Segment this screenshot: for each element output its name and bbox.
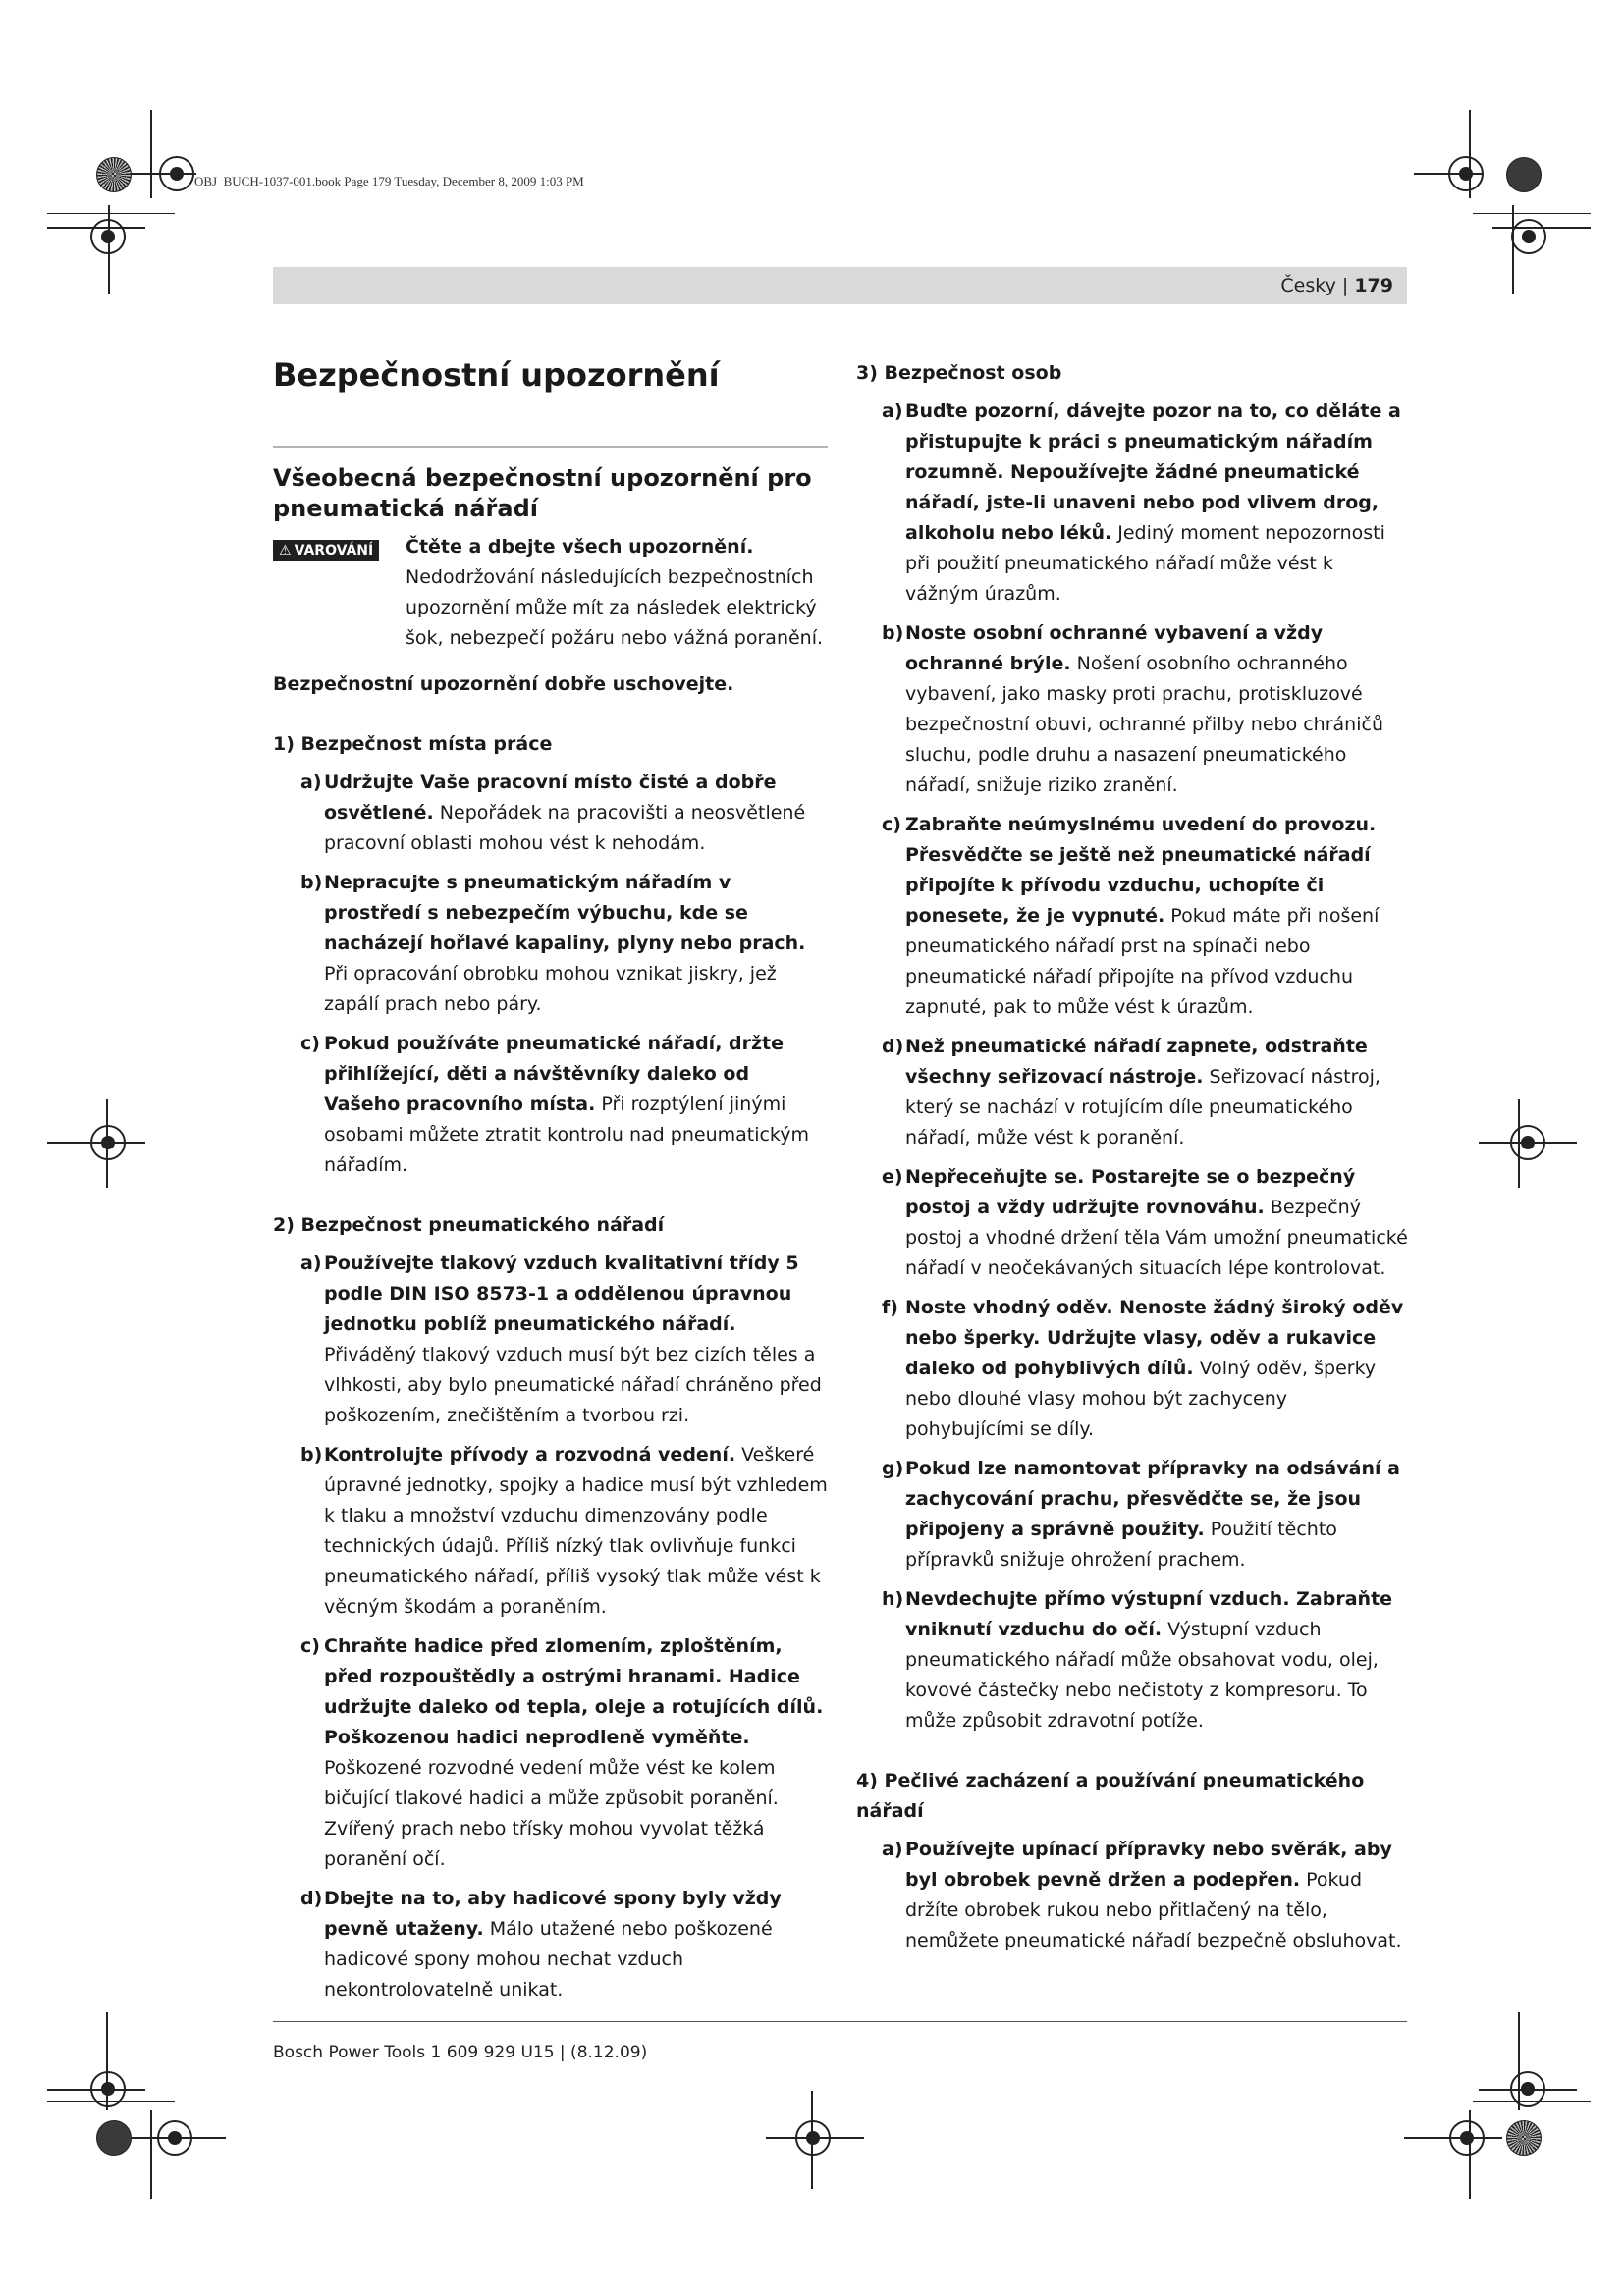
list-item bbox=[273, 1029, 828, 1181]
section-title: 4) Pečlivé zacházení a používání pneumatického nářadí bbox=[856, 1770, 1365, 1822]
item-bold-text: Pokud lze namontovat přípravky na odsávání a zachycování prachu, přesvědčte se, že jsou připojeny a správně použity. bbox=[905, 1458, 1400, 1540]
sections-left bbox=[273, 729, 828, 2005]
item-bold-text: Chraňte hadice před zlomením, zploštěním, před rozpouštědly a ostrými hranami. Hadice udržujte daleko od tepla, oleje a rotujících dílů. Poškozenou hadici neprodleně vyměňte. bbox=[324, 1635, 824, 1748]
list-item bbox=[273, 1440, 828, 1623]
item-label: b) bbox=[300, 872, 323, 893]
item-bold-text: Udržujte Vaše pracovní místo čisté a dobře osvětlené. bbox=[324, 772, 777, 824]
item-label: d) bbox=[300, 1888, 323, 1909]
registration-mark-icon bbox=[795, 2120, 831, 2156]
color-dial-icon bbox=[96, 2120, 132, 2156]
item-bold-text: Nevdechujte přímo výstupní vzduch. Zabraňte vniknutí vzduchu do očí. bbox=[905, 1588, 1393, 1640]
list-item bbox=[273, 1884, 828, 2005]
keep-note: Bezpečnostní upozornění dobře uschovejte. bbox=[273, 673, 734, 695]
list-item bbox=[273, 1631, 828, 1875]
item-label: a) bbox=[882, 1839, 903, 1860]
item-text: Při rozptýlení jinými osobami můžete ztratit kontrolu nad pneumatickým nářadím. bbox=[324, 1094, 810, 1176]
item-text: Přiváděný tlakový vzduch musí být bez cizích těles a vlhkosti, aby bylo pneumatické nářadí chráněno před poškozením, znečištěním a tvorbou rzi. bbox=[324, 1344, 822, 1426]
warning-bold: Čtěte a dbejte všech upozornění. bbox=[406, 536, 754, 558]
sections-right bbox=[856, 358, 1411, 1956]
item-label: d) bbox=[882, 1036, 904, 1057]
item-text: Bezpečný postoj a vhodné držení těla Vám umožní pneumatické nářadí v neočekávaných situacích lépe kontrolovat. bbox=[905, 1197, 1408, 1279]
registration-mark-icon bbox=[90, 2071, 126, 2107]
running-header bbox=[273, 267, 1407, 304]
crop-line bbox=[150, 110, 152, 198]
item-text: Seřizovací nástroj, který se nachází v rotujícím díle pneumatického nářadí, může vést k poranění. bbox=[905, 1066, 1380, 1148]
running-header-text bbox=[1280, 275, 1393, 296]
item-label: b) bbox=[882, 622, 904, 644]
item-text: Při opracování obrobku mohou vznikat jiskry, jež zapálí prach nebo páry. bbox=[324, 963, 777, 1015]
color-dial-icon bbox=[1506, 2120, 1542, 2156]
crop-line bbox=[1473, 213, 1591, 214]
registration-mark-icon bbox=[1448, 156, 1484, 191]
item-text: Použití těchto přípravků snižuje ohrožení prachem. bbox=[905, 1519, 1337, 1571]
item-bold-text: Nepracujte s pneumatickým nářadím v prostředí s nebezpečím výbuchu, kde se nacházejí hořlavé kapaliny, plyny nebo prach. bbox=[324, 872, 806, 954]
list-item bbox=[273, 868, 828, 1020]
registration-mark-icon bbox=[1510, 1125, 1545, 1160]
registration-mark-icon bbox=[1510, 2071, 1545, 2107]
item-text: Poškozené rozvodné vedení může vést ke kolem bičující tlakové hadici a může způsobit poranění. Zvířený prach nebo třísky mohou vyvolat těžká poranění očí. bbox=[324, 1757, 779, 1870]
list-item bbox=[856, 1584, 1411, 1736]
item-text: Výstupní vzduch pneumatického nářadí může obsahovat vodu, olej, kovové částečky nebo nečistoty z kompresoru. To může způsobit zdravotní potíže. bbox=[905, 1619, 1379, 1732]
registration-mark-icon bbox=[157, 2120, 192, 2156]
section-title: 3) Bezpečnost osob bbox=[856, 362, 1062, 384]
crop-line bbox=[1512, 205, 1514, 294]
item-text: Nepořádek na pracovišti a neosvětlené pracovní oblasti mohou vést k nehodám. bbox=[324, 802, 806, 854]
item-label: a) bbox=[300, 772, 322, 793]
item-bold-text: Noste osobní ochranné vybavení a vždy ochranné brýle. bbox=[905, 622, 1324, 674]
warning-text: Nedodržování následujících bezpečnostních upozornění může mít za následek elektrický šok, nebezpečí požáru nebo vážná poranění. bbox=[406, 566, 824, 649]
warning-label: VAROVÁNÍ bbox=[294, 543, 374, 559]
list-item bbox=[273, 768, 828, 859]
registration-mark-icon bbox=[1511, 219, 1546, 254]
item-label: g) bbox=[882, 1458, 904, 1479]
page-title: Bezpečnostní upozornění bbox=[273, 356, 720, 394]
registration-mark-icon bbox=[1449, 2120, 1485, 2156]
section-title: 2) Bezpečnost pneumatického nářadí bbox=[273, 1214, 665, 1236]
item-label: c) bbox=[300, 1635, 320, 1657]
item-bold-text: Používejte tlakový vzduch kvalitativní třídy 5 podle DIN ISO 8573-1 a oddělenou úpravnou jednotku poblíž pneumatického nářadí. bbox=[324, 1253, 799, 1335]
item-bold-text: Používejte upínací přípravky nebo svěrák, aby byl obrobek pevně držen a podepřen. bbox=[905, 1839, 1392, 1891]
crop-line bbox=[150, 2110, 152, 2199]
warning-triangle-icon: ⚠ bbox=[279, 543, 292, 559]
list-item bbox=[856, 397, 1411, 610]
list-item bbox=[856, 1162, 1411, 1284]
registration-mark-icon bbox=[90, 1125, 126, 1160]
warning-badge bbox=[273, 540, 379, 561]
item-label: a) bbox=[882, 400, 903, 422]
item-label: c) bbox=[300, 1033, 320, 1054]
item-text: Málo utažené nebo poškozené hadicové spony mohou nechat vzduch nekontrolovatelně unikat. bbox=[324, 1918, 773, 2001]
item-label: c) bbox=[882, 814, 901, 835]
footer-rule bbox=[273, 2021, 1407, 2022]
item-bold-text: Než pneumatické nářadí zapnete, odstraňte všechny seřizovací nástroje. bbox=[905, 1036, 1368, 1088]
list-item bbox=[856, 1454, 1411, 1575]
warning-block bbox=[273, 532, 828, 654]
list-item bbox=[856, 618, 1411, 801]
item-text: Jediný moment nepozornosti při použití pneumatického nářadí může vést k vážným úrazům. bbox=[905, 522, 1385, 605]
item-text: Pokud držíte obrobek rukou nebo přitlačený na tělo, nemůžete pneumatické nářadí bezpečně obsluhovat. bbox=[905, 1869, 1402, 1951]
item-bold-text: Dbejte na to, aby hadicové spony byly vždy pevně utaženy. bbox=[324, 1888, 782, 1940]
item-bold-text: Noste vhodný oděv. Nenoste žádný široký oděv nebo šperky. Udržujte vlasy, oděv a rukavice daleko od pohyblivých dílů. bbox=[905, 1297, 1404, 1379]
item-bold-text: Pokud používáte pneumatické nářadí, držte přihlížející, děti a návštěvníky daleko od Vašeho pracovního místa. bbox=[324, 1033, 785, 1115]
left-column bbox=[273, 353, 828, 2014]
item-label: a) bbox=[300, 1253, 322, 1274]
list-item bbox=[273, 1249, 828, 1431]
right-column bbox=[856, 358, 1411, 1965]
list-item bbox=[856, 1835, 1411, 1956]
item-text: Nošení osobního ochranného vybavení, jako masky proti prachu, protiskluzové bezpečnostní obuvi, ochranné přilby nebo chráničů sluchu, podle druhu a nasazení pneumatického nářadí, snižuje riziko zranění. bbox=[905, 653, 1383, 796]
item-label: h) bbox=[882, 1588, 904, 1610]
section-title: 1) Bezpečnost místa práce bbox=[273, 733, 553, 755]
item-text: Volný oděv, šperky nebo dlouhé vlasy mohou být zachyceny pohybujícími se díly. bbox=[905, 1358, 1377, 1440]
item-text: Pokud máte při nošení pneumatického nářadí prst na spínači nebo pneumatické nářadí připojíte na přívod vzduchu zapnuté, pak to může vést k úrazům. bbox=[905, 905, 1380, 1018]
item-bold-text: Zabraňte neúmyslnému uvedení do provozu. Přesvědčte se ještě než pneumatické nářadí připojíte k přívodu vzduchu, uchopíte či ponesete, že je vypnuté. bbox=[905, 814, 1377, 927]
color-dial-icon bbox=[96, 157, 132, 192]
list-item bbox=[856, 810, 1411, 1023]
header-language: Česky bbox=[1280, 275, 1336, 296]
registration-mark-icon bbox=[159, 156, 194, 191]
item-text: Veškeré úpravné jednotky, spojky a hadice musí být vzhledem k tlaku a množství vzduchu dimenzovány podle technických údajů. Příliš nízký tlak ovlivňuje funkci pneumatického nářadí, příliš vysoký tlak může vést k věcným škodám a poraněním. bbox=[324, 1444, 828, 1618]
general-heading: Všeobecná bezpečnostní upozornění pro pneumatická nářadí bbox=[273, 464, 812, 522]
color-dial-icon bbox=[1506, 157, 1542, 192]
footer: Bosch Power Tools 1 609 929 U15 | (8.12.09) bbox=[273, 2043, 648, 2062]
item-bold-text: Nepřeceňujte se. Postarejte se o bezpečný postoj a vždy udržujte rovnováhu. bbox=[905, 1166, 1356, 1218]
item-label: b) bbox=[300, 1444, 323, 1466]
registration-mark-icon bbox=[90, 219, 126, 254]
item-label: f) bbox=[882, 1297, 898, 1318]
file-header: OBJ_BUCH-1037-001.book Page 179 Tuesday, December 8, 2009 1:03 PM bbox=[194, 174, 584, 188]
page-number: 179 bbox=[1354, 275, 1393, 296]
list-item bbox=[856, 1293, 1411, 1445]
header-separator: | bbox=[1341, 275, 1349, 296]
crop-line bbox=[47, 213, 175, 214]
item-bold-text: Kontrolujte přívody a rozvodná vedení. bbox=[324, 1444, 736, 1466]
list-item bbox=[856, 1032, 1411, 1153]
item-bold-text: Buďte pozorní, dávejte pozor na to, co děláte a přistupujte k práci s pneumatickým nářadím rozumně. Nepoužívejte žádné pneumatické nářadí, jste-li unaveni nebo pod vlivem drog, alkoholu nebo léků. bbox=[905, 400, 1401, 544]
item-label: e) bbox=[882, 1166, 903, 1188]
section-rule bbox=[273, 446, 828, 448]
